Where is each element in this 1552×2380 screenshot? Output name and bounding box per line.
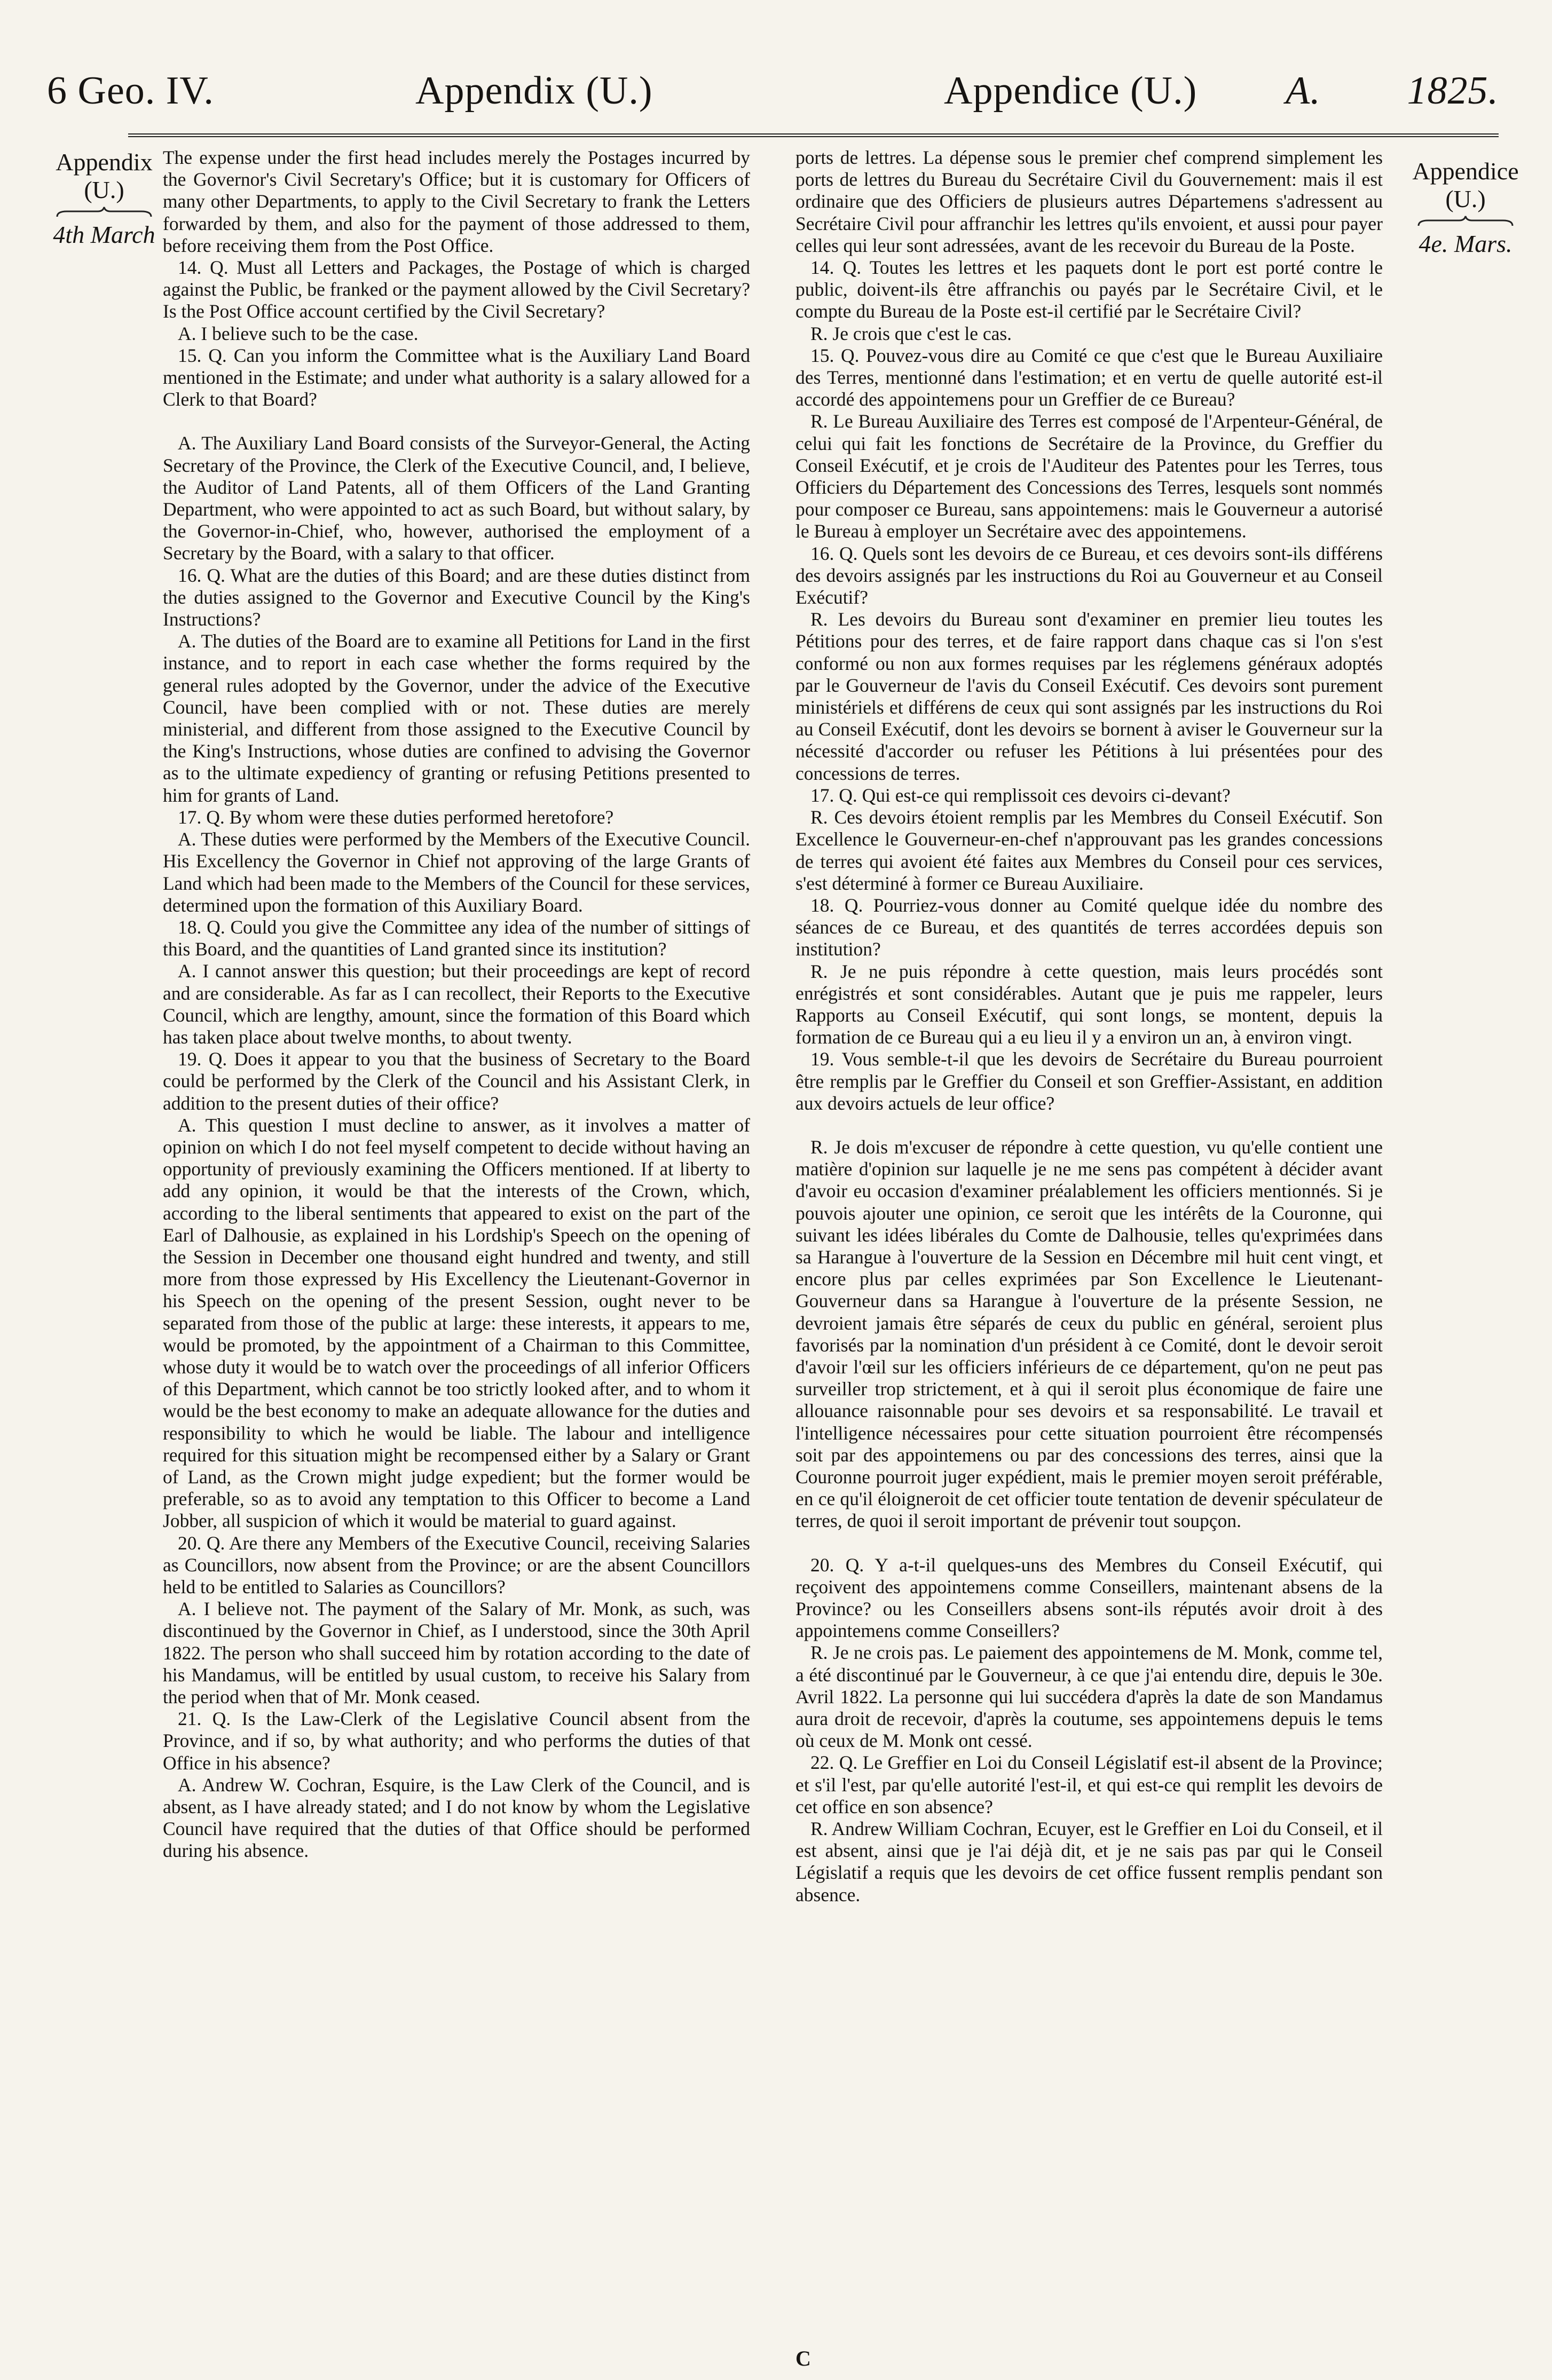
fr-answer-21: R. Andrew William Cochran, Ecuyer, est le Greffier en Loi du Conseil, et il est absent, ainsi que je l'ai déjà dit, et je ne sais pas par qui le Conseil Législatif a requis que les devoirs de cet office fussent remplis pendant son absence.	[795, 1818, 1383, 1905]
brace-icon	[1417, 215, 1514, 227]
en-answer-18: A. I cannot answer this question; but their proceedings are kept of record and are considerable. As far as I can recollect, their Reports to the Executive Council, which are lengthy, amount, since the formation of this Board which has taken place about twelve months, to about twenty.	[163, 960, 750, 1048]
en-answer-16: A. The duties of the Board are to examine all Petitions for Land in the first instance, and to report in each case whether the forms required by the general rules adopted by the Governor, under the advice of the Executive Council, have been complied with or not. These duties are merely ministerial, and different from those assigned to the Executive Council by the King's Instructions, whose duties are confined to advising the Governor as to the ultimate expediency of granting or refusing Petitions presented to him for grants of Land.	[163, 630, 750, 806]
en-question-15: 15. Q. Can you inform the Committee what is the Auxiliary Land Board mentioned in the Estimate; and under what authority is a salary allowed for a Clerk to that Board?	[163, 344, 750, 410]
fr-question-15: 15. Q. Pouvez-vous dire au Comité ce que c'est que le Bureau Auxiliaire des Terres, mentionné dans l'estimation; et en vertu de quelle autorité est-il accordé des appointemens pour un Greffier de ce Bureau?	[795, 344, 1383, 410]
en-question-20: 20. Q. Are there any Members of the Executive Council, receiving Salaries as Councillors, now absent from the Province; or are the absent Councillors held to be entitled to Salaries as Councillors?	[163, 1532, 750, 1598]
fr-paragraph: ports de lettres. La dépense sous le premier chef comprend simplement les ports de lettres du Bureau du Secrétaire Civil du Gouvernement: mais il est ordinaire que des Officiers de plusieurs autres Départemens s'adressent au Secrétaire Civil pour affranchir les lettres qu'ils envoient, et aussi pour payer celles qui leur sont adressées, avant de les recevoir du Bureau de la Poste.	[795, 147, 1383, 256]
en-answer-15: A. The Auxiliary Land Board consists of the Surveyor-General, the Acting Secretary of the Province, the Clerk of the Executive Council, and, I believe, the Auditor of Land Patents, all of them Officers of the Land Granting Department, who were appointed to act as such Board, but without salary, by the Governor-in-Chief, who, however, authorised the employment of a Secretary by the Board, with a salary to that officer.	[163, 432, 750, 564]
fr-answer-14: R. Je crois que c'est le cas.	[810, 322, 1012, 344]
fr-question-14: 14. Q. Toutes les lettres et les paquets dont le port est porté contre le public, doivent-ils être affranchis ou payés par le Secrétaire Civil, et le compte du Bureau de la Poste est-il certifié par le Secrétaire Civil?	[795, 257, 1383, 322]
fr-answer-17: R. Ces devoirs étoient remplis par les Membres du Conseil Exécutif. Son Excellence le Gouverneur-en-chef n'approuvant pas les grandes concessions de terres qui avoient été faites aux Membres du Conseil pour ces services, s'est déterminé à former ce Bureau Auxiliaire.	[795, 806, 1383, 894]
fr-question-16: 16. Q. Quels sont les devoirs de ce Bureau, et ces devoirs sont-ils différens des devoirs assignés par les instructions du Roi au Gouverneur et au Conseil Exécutif?	[795, 542, 1383, 608]
en-question-16: 16. Q. What are the duties of this Board; and are these duties distinct from the duties assigned to the Governor and Executive Council by the King's Instructions?	[163, 564, 750, 630]
left-margin-line2: (U.)	[84, 176, 124, 203]
right-margin-line2: (U.)	[1445, 185, 1486, 212]
right-margin-line1: Appendice	[1412, 157, 1519, 185]
english-column	[163, 147, 750, 1862]
en-question-14: 14. Q. Must all Letters and Packages, the Postage of which is charged against the Public, be franked or the payment allowed by the Civil Secretary? Is the Post Office account certified by the Civil Secretary?	[163, 257, 750, 322]
header-year: 1825.	[1407, 69, 1499, 113]
header-reign: 6 Geo. IV.	[47, 69, 214, 113]
en-question-19: 19. Q. Does it appear to you that the business of Secretary to the Board could be performed by the Clerk of the Council and his Assistant Clerk, in addition to the present duties of their office?	[163, 1048, 750, 1114]
header-letter: A.	[1286, 69, 1321, 113]
fr-question-20: 20. Q. Y a-t-il quelques-uns des Membres du Conseil Exécutif, qui reçoivent des appointemens comme Conseillers, maintenant absens de la Province? ou les Conseillers absens sont-ils réputés avoir droit à des appointemens comme Conseillers?	[795, 1554, 1383, 1642]
fr-answer-19: R. Je dois m'excuser de répondre à cette question, vu qu'elle contient une matière d'opinion sur laquelle je ne me sens pas compétent à décider avant d'avoir eu occasion d'examiner préalablement les officiers mentionnés. Si je pouvois ajouter une opinion, ce seroit que les intérêts de la Couronne, qui suivant les idées libérales du Comte de Dalhousie, telles qu'exprimées dans sa Harangue à l'ouverture de la Session en Décembre mil huit cent vingt, et encore plus par celles exprimées par Son Excellence le Lieutenant-Gouverneur dans sa Harangue à l'ouverture de la présente Session, ne devroient jamais être séparés de ceux du public en général, seroient plus favorisés par la nomination d'un président à ce Comité, dont le devoir seroit d'avoir l'œil sur les officiers inférieurs de ce département, qu'on ne peut pas surveiller trop strictement, et à qui il seroit plus économique de faire une allouance raisonnable pour ses devoirs et sa responsabilité. Le travail et l'intelligence nécessaires pour cette situation pourroient être récompensés soit par des appointemens ou par des concessions des terres, ainsi que la Couronne pourroit juger expédient, mais le premier moyen seroit préférable, en ce qu'il éloigneroit de cet officier toute tentation de devenir spéculateur de terres, de quoi il seroit important de prévenir tout soupçon.	[795, 1136, 1383, 1532]
right-margin-note	[1399, 157, 1532, 258]
header-appendice-fr: Appendice (U.)	[944, 69, 1198, 113]
fr-answer-15: R. Le Bureau Auxiliaire des Terres est composé de l'Arpenteur-Général, de celui qui fait les fonctions de Secrétaire de la Province, du Greffier du Conseil Exécutif, et je crois de l'Auditeur des Patentes pour les Terres, tous Officiers du Département des Concessions des Terres, lesquels sont nommés pour composer ce Bureau, sans appointemens: mais le Gouverneur a autorisé le Bureau à employer un Secrétaire avec des appointemens.	[795, 410, 1383, 542]
running-header	[47, 68, 1499, 127]
right-margin-date: 4e. Mars.	[1419, 230, 1512, 257]
left-margin-date: 4th March	[53, 221, 155, 248]
en-answer-20: A. I believe not. The payment of the Salary of Mr. Monk, as such, was discontinued by the Governor in Chief, as I understood, since the 30th April 1822. The person who shall succeed him by rotation according to the date of his Mandamus, will be entitled by usual custom, to receive his Salary from the period when that of Mr. Monk ceased.	[163, 1598, 750, 1708]
en-question-18: 18. Q. Could you give the Committee any idea of the number of sittings of this Board, and the quantities of Land granted since its institution?	[163, 916, 750, 960]
signature-mark: C	[795, 2346, 811, 2370]
en-answer-19: A. This question I must decline to answer, as it involves a matter of opinion on which I do not feel myself competent to decide without having an opportunity of previously examining the Officers mentioned. If at liberty to add any opinion, it would be that the interests of the Crown, which, according to the liberal sentiments that appeared to exist on the part of the Earl of Dalhousie, as explained in his Lordship's Speech on the opening of the Session in December one thousand eight hundred and twenty, and still more from those expressed by His Excellency the Lieutenant-Governor in his Speech on the opening of the present Session, ought never to be separated from those of the public at large: these interests, it appears to me, would be promoted, by the appointment of a Chairman to this Committee, whose duty it would be to watch over the proceedings of all inferior Officers of this Department, which cannot be too strictly looked after, and to whom it would be the best economy to make an adequate allowance for the duties and responsibility to which he would be liable. The labour and intelligence required for this situation might be recompensed either by a Salary or Grant of Land, as the Crown might judge expedient; but the former would be preferable, so as to avoid any temptation to this Officer to become a Land Jobber, all suspicion of which it would be material to guard against.	[163, 1114, 750, 1532]
en-question-21: 21. Q. Is the Law-Clerk of the Legislative Council absent from the Province, and if so, by what authority; and who performs the duties of that Office in his absence?	[163, 1708, 750, 1774]
fr-question-17: 17. Q. Qui est-ce qui remplissoit ces devoirs ci-devant?	[810, 784, 1231, 806]
fr-question-19: 19. Vous semble-t-il que les devoirs de Secrétaire du Bureau pourroient être remplis par le Greffier du Conseil et son Greffier-Assistant, en addition aux devoirs actuels de leur office?	[795, 1048, 1383, 1114]
fr-question-21: 22. Q. Le Greffier en Loi du Conseil Législatif est-il absent de la Province; et s'il l'est, par qu'elle autorité l'est-il, et qui est-ce qui remplit les devoirs de cet office en son absence?	[795, 1752, 1383, 1817]
en-answer-14: A. I believe such to be the case.	[178, 322, 419, 344]
left-margin-note	[37, 148, 171, 249]
fr-question-18: 18. Q. Pourriez-vous donner au Comité quelque idée du nombre des séances de ce Bureau, et des quantités de terres accordées depuis son institution?	[795, 894, 1383, 960]
en-answer-17: A. These duties were performed by the Members of the Executive Council. His Excellency the Governor in Chief not approving of the large Grants of Land which had been made to the Members of the Council for these services, determined upon the formation of this Auxiliary Board.	[163, 828, 750, 916]
fr-answer-20: R. Je ne crois pas. Le paiement des appointemens de M. Monk, comme tel, a été discontinué par le Gouverneur, à ce que j'ai entendu dire, depuis le 30e. Avril 1822. La personne qui lui succédera d'après la date de son Mandamus aura droit de recevoir, d'après la coutume, ses appointemens depuis le tems où ceux de M. Monk ont cessé.	[795, 1642, 1383, 1752]
en-paragraph: The expense under the first head includes merely the Postages incurred by the Governor's Civil Secretary's Office; but it is customary for Officers of many other Departments, to apply to the Civil Secretary to frank the Letters forwarded by them, and also for the payment of those addressed to them, before receiving them from the Post Office.	[163, 147, 750, 256]
fr-answer-16: R. Les devoirs du Bureau sont d'examiner en premier lieu toutes les Pétitions pour des terres, et de faire rapport dans chaque cas si l'on s'est conformé ou non aux formes requises par les réglemens généraux adoptés par le Gouverneur de l'avis du Conseil Exécutif. Ces devoirs sont purement ministériels et différens de ceux qui sont assignés par les instructions du Roi au Conseil Exécutif, dont les devoirs se bornent à aviser le Gouverneur sur la nécessité d'accorder ou refuser les Pétitions à lui présentées pour des concessions de terres.	[795, 608, 1383, 784]
header-rule	[128, 133, 1499, 137]
en-question-17: 17. Q. By whom were these duties performed heretofore?	[178, 806, 614, 828]
header-appendix-en: Appendix (U.)	[415, 69, 653, 113]
fr-answer-18: R. Je ne puis répondre à cette question, mais leurs procédés sont enrégistrés et sont considérables. Autant que je puis me rappeler, leurs Rapports au Conseil Exécutif, qui sont longs, se montent, depuis la formation de ce Bureau qui a eu lieu il y a environ un an, à environ vingt.	[795, 960, 1383, 1048]
brace-icon	[56, 206, 152, 218]
french-column	[795, 147, 1383, 1906]
en-answer-21: A. Andrew W. Cochran, Esquire, is the Law Clerk of the Council, and is absent, as I have already stated; and I do not know by whom the Legislative Council have required that the duties of that Office should be performed during his absence.	[163, 1774, 750, 1862]
left-margin-line1: Appendix	[56, 148, 153, 176]
